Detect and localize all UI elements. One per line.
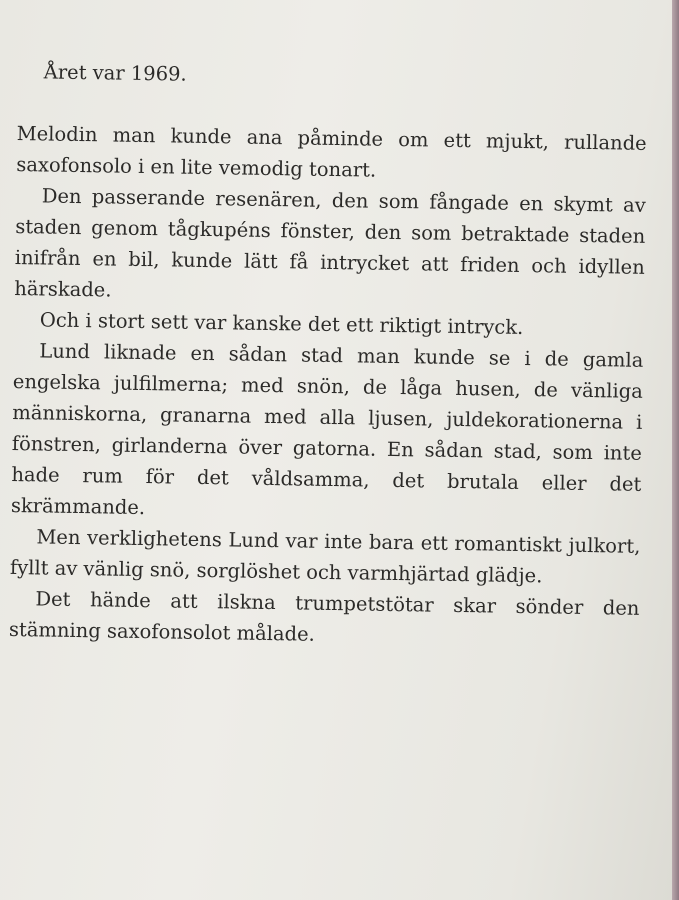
paragraph: Och i stort sett var kanske det ett riktigt intryck. [39,308,524,339]
opening-line: Året var 1969. [43,60,187,86]
paragraph: Melodin man kunde ana påminde om ett mjukt, rullande saxofonsolo i en lite vemodig tonart. [16,121,647,182]
page-text [9,56,648,655]
paragraph: Men verklighetens Lund var inte bara ett romantiskt julkort, fyllt av vänlig snö, sorglöshet och varmhjärtad glädje. [9,525,641,588]
paragraph: Lund liknade en sådan stad man kunde se i de gamla engelska julfilmerna; med snön, de låga husen, de vänliga människorna, granarna med alla ljusen, juldekorationerna i fönstren, girlanderna över gatorna. En sådan stad, som inte hade rum för det våldsamma, det brutala eller det skrämmande. [10,339,644,520]
paragraph: Det hände att ilskna trumpetstötar skar sönder den stämning saxofonsolot målade. [8,587,640,646]
paragraph: Den passerande resenären, den som fångade en skymt av staden genom tågkupéns fönster, den som betraktade staden inifrån en bil, kunde lätt få intrycket att friden och idyllen härskade. [14,184,646,302]
book-cover-edge [672,0,679,900]
